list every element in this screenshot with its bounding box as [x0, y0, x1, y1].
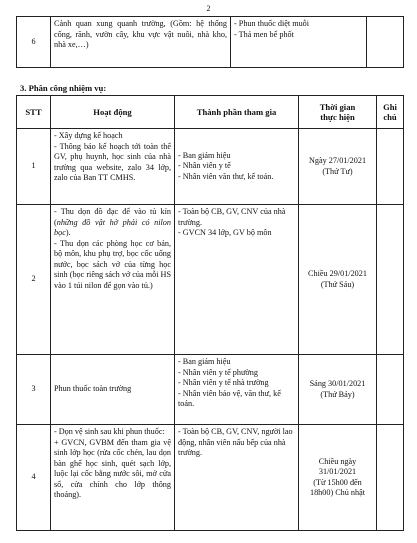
- time-cell: [299, 425, 377, 531]
- participant-line: - Toàn bộ CB, GV, CNV, người lao động, nhân viên nấu bếp của nhà trường.: [178, 427, 293, 457]
- activity-line: [54, 207, 171, 239]
- time-line: Chiều ngày 31/01/2021: [318, 456, 357, 476]
- activity-text: - Thu dọn đồ đạc để vào tủ kín (: [54, 207, 171, 227]
- table-row: [17, 355, 404, 425]
- note-cell: [377, 355, 404, 425]
- time-line: Sáng 30/01/2021: [309, 379, 366, 388]
- activity-line: - Thông báo kế hoạch tới toàn thể GV, phụ huynh, học sinh của nhà trường qua website, zalo 34 lớp, zalo của Ban TT CMHS.: [54, 141, 171, 182]
- action-item: - Thả men bể phốt: [234, 29, 294, 39]
- table-row: [17, 205, 404, 355]
- activity-line: - Thu dọn các phòng học cơ bản, bộ môn, khu phụ trợ, bọc cốc uống nước, bọc sách vở của từng học sinh (bọc riêng sách vở của mỗi HS vào 1 túi nilon để gọn vào tủ.): [54, 238, 171, 290]
- time-line: (Thứ Bảy): [320, 389, 355, 399]
- row-number: 6: [17, 17, 51, 68]
- note-cell: [377, 205, 404, 355]
- time-cell: [299, 355, 377, 425]
- header-stt: STT: [17, 96, 51, 129]
- activity-cell: [51, 205, 175, 355]
- participant-line: - Nhân viên y tế nhà trường: [178, 378, 269, 387]
- participants-cell: [175, 129, 299, 205]
- row-number: 4: [17, 425, 51, 531]
- participant-line: - Ban giám hiệu: [178, 357, 231, 366]
- activity-line: - Xây dựng kế hoạch: [54, 131, 123, 140]
- activity-cell: [51, 355, 175, 425]
- participant-line: - Nhân viên y tế phường: [178, 367, 258, 377]
- time-line: (Từ 15h00 đến 18h00) Chủ nhật: [309, 477, 366, 497]
- time-line: (Thứ Tư): [322, 166, 353, 176]
- participant-line: - Nhân viên văn thư, kế toán.: [178, 171, 274, 181]
- time-line: Chiều 29/01/2021: [308, 269, 367, 278]
- participants-cell: [175, 425, 299, 531]
- header-note-line2: chú: [383, 112, 397, 122]
- time-line: Ngày 27/01/2021: [308, 156, 367, 165]
- header-activity: Hoạt động: [51, 96, 175, 129]
- header-note: [377, 96, 404, 129]
- participant-line: - Nhân viên bảo vệ, văn thư, kế toán.: [178, 388, 281, 408]
- time-cell: [299, 129, 377, 205]
- header-time-line2: thực hiện: [320, 112, 355, 122]
- participant-line: - Ban giám hiệu: [178, 150, 231, 160]
- measures-table: [16, 16, 404, 68]
- section-title: 3. Phân công nhiệm vụ:: [20, 83, 107, 93]
- activity-line: + GVCN, GVBM đến tham gia vệ sinh lớp học (rửa cốc chén, lau dọn bàn ghế học sinh, quét sạch lớp, luộc lại cốc bằng nước sôi, mở cửa sổ, cửa chính cho lớp thông thoáng).: [54, 437, 171, 499]
- participant-line: - GVCN 34 lớp, GV bộ môn: [178, 228, 272, 237]
- participants-cell: [175, 205, 299, 355]
- table-row: [17, 129, 404, 205]
- note-cell: [377, 129, 404, 205]
- activity-cell: [51, 425, 175, 531]
- time-cell: [299, 205, 377, 355]
- participants-cell: [175, 355, 299, 425]
- table-row: [17, 425, 404, 531]
- activity-italic-text: những đồ vật hở phải có nilon bọc: [54, 217, 171, 237]
- actions-cell: [231, 17, 367, 68]
- assignment-table: [16, 95, 404, 531]
- header-row: [17, 96, 404, 129]
- participant-line: - Toàn bộ CB, GV, CNV của nhà trường.: [178, 207, 286, 227]
- action-item: - Phun thuốc diệt muỗi: [234, 19, 310, 28]
- header-time-line1: Thời gian: [319, 101, 356, 112]
- activity-line: Phun thuốc toàn trường: [54, 384, 132, 394]
- header-participants: Thành phần tham gia: [175, 96, 299, 129]
- header-time: [299, 96, 377, 129]
- activity-line: - Dọn vệ sinh sau khi phun thuốc:: [54, 427, 165, 436]
- empty-cell: [367, 17, 404, 68]
- row-number: 1: [17, 129, 51, 205]
- page-number: 2: [206, 4, 211, 13]
- note-cell: [377, 425, 404, 531]
- participant-line: - Nhân viên y tế: [178, 161, 231, 171]
- row-number: 2: [17, 205, 51, 355]
- time-line: (Thứ Sáu): [320, 279, 355, 289]
- activity-text: ).: [65, 228, 71, 237]
- activity-cell: [51, 129, 175, 205]
- row-number: 3: [17, 355, 51, 425]
- table-row: [17, 17, 404, 68]
- location-cell: Cảnh quan xung quanh trường, (Gồm: hệ thống cống, rãnh, vườn cây, khu vực vật nuôi, nhà kho, nhà xe,…): [51, 17, 231, 68]
- header-note-line1: Ghi: [383, 101, 397, 112]
